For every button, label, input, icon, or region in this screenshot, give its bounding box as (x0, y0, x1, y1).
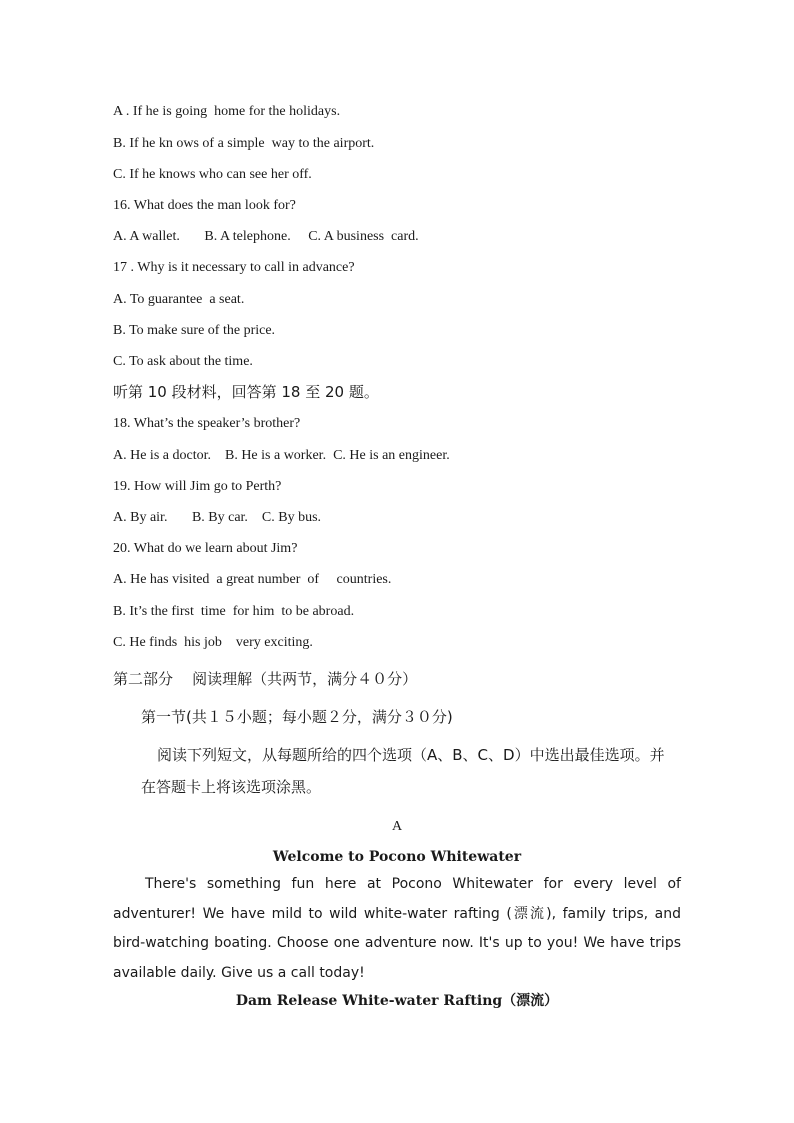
q16-options: A. A wallet. B. A telephone. C. A business card. (113, 229, 419, 244)
passage-title: Welcome to Pocono Whitewater (272, 849, 522, 865)
q17-option-b: B. To make sure of the price. (113, 323, 276, 338)
q17-option-c: C. To ask about the time. (113, 354, 253, 369)
q15-option-c: C. If he knows who can see her off. (113, 167, 312, 182)
q20-option-b: B. It’s the first time for him to be abroad. (113, 604, 355, 619)
passage-paragraph: There's something fun here at Pocono Whitewater for every level of adventurer! We have mild to wild white-water rafting (漂流), family trips, and bird-watching boating. Choose one adventure now. It's up to you! We have trips available daily. Give us a call today! (113, 876, 681, 981)
q17-option-a: A. To guarantee a seat. (113, 292, 245, 307)
section-one-heading: 第一节(共１５小题；每小题２分，满分３０分) (141, 708, 453, 726)
passage-letter: A (391, 819, 403, 834)
reading-instruction-line1: 阅读下列短文，从每题所给的四个选项（A、B、C、D）中选出最佳选项。并 (157, 746, 665, 764)
q20-option-c: C. He finds his job very exciting. (113, 635, 313, 650)
q20-option-a: A. He has visited a great number of countries. (113, 572, 392, 587)
q18-stem: 18. What’s the speaker’s brother? (113, 416, 301, 431)
part-two-heading: 第二部分 阅读理解（共两节，满分４０分） (113, 670, 418, 688)
q20-stem: 20. What do we learn about Jim? (113, 541, 298, 556)
q18-options: A. He is a doctor. B. He is a worker. C. He is an engineer. (113, 448, 450, 463)
q16-stem: 16. What does the man look for? (113, 198, 296, 213)
q15-option-b: B. If he kn ows of a simple way to the airport. (113, 136, 375, 151)
passage-subheading: Dam Release White-water Rafting（漂流） (235, 993, 559, 1009)
q19-stem: 19. How will Jim go to Perth? (113, 479, 282, 494)
q15-option-a: A . If he is going home for the holidays. (113, 104, 341, 119)
q19-options: A. By air. B. By car. C. By bus. (113, 510, 322, 525)
reading-instruction-line2: 在答题卡上将该选项涂黑。 (141, 778, 322, 796)
section10-instruction: 听第 10 段材料，回答第 18 至 20 题。 (113, 383, 379, 401)
q17-stem: 17 . Why is it necessary to call in advance? (113, 260, 355, 275)
